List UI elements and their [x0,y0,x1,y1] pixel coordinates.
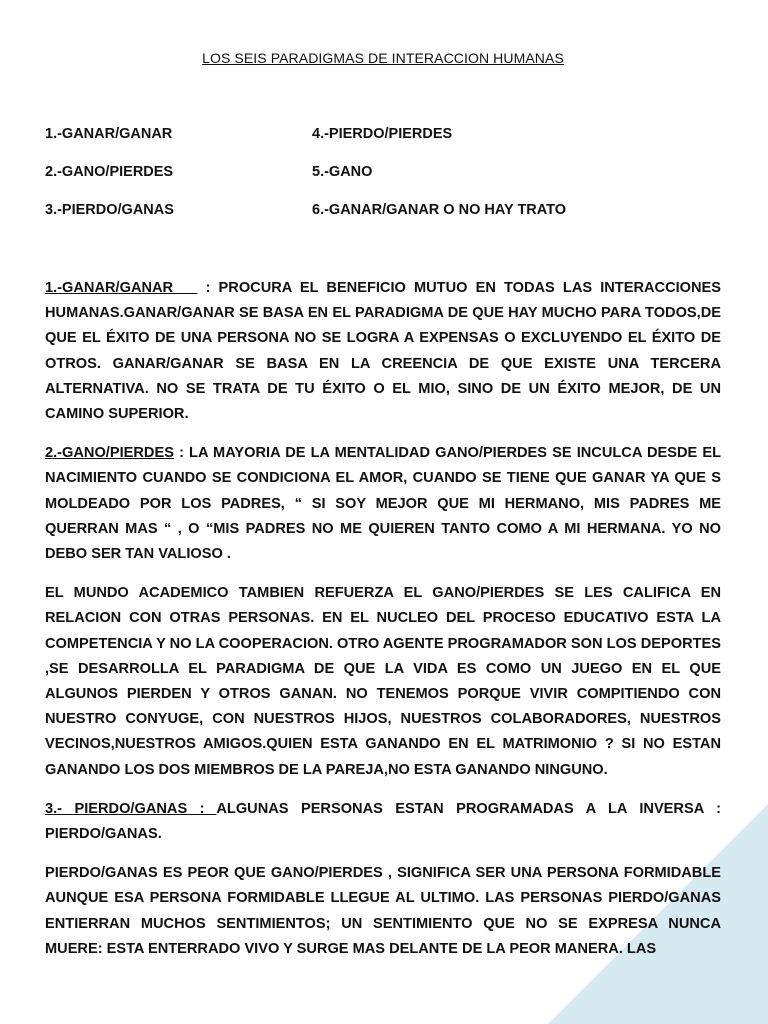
paragraph-heading: 1.-GANAR/GANAR [45,280,198,296]
paradigm-list [45,126,721,240]
list-row [45,202,721,240]
list-item: 4.-PIERDO/PIERDES [312,126,453,142]
paragraph-text: : LA MAYORIA DE LA MENTALIDAD GANO/PIERDES SE INCULCA DESDE EL NACIMIENTO CUANDO SE CONDICIONA EL AMOR, CUANDO SE TIENE QUE GANAR YA QUE S MOLDEADO POR LOS PADRES, “ SI SOY MEJOR QUE MI HERMANO, MIS PADRES ME QUERRAN MAS “ , O “MIS PADRES NO ME QUIEREN TANTO COMO A MI HERMANA. YO NO DEBO SER TAN VALIOSO . [45,445,721,563]
list-item: 2.-GANO/PIERDES [45,164,174,180]
paragraph-heading: 2.-GANO/PIERDES [45,445,174,462]
list-item: 5.-GANO [312,164,373,180]
paragraph-gano-pierdes [45,441,721,567]
document-body [45,276,721,976]
paragraph-text: PIERDO/GANAS ES PEOR QUE GANO/PIERDES , SIGNIFICA SER UNA PERSONA FORMIDABLE AUNQUE ESA PERSONA FORMIDABLE LLEGUE AL ULTIMO. LAS PERSONAS PIERDO/GANAS ENTIERRAN MUCHOS SENTIMIENTOS; UN SENTIMIENTO QUE NO SE EXPRESA NUNCA MUERE: ESTA ENTERRADO VIVO Y SURGE MAS DELANTE DE LA PEOR MANERA. LAS [45,865,721,957]
paragraph-pierdo-ganas [45,797,721,847]
paragraph-text: EL MUNDO ACADEMICO TAMBIEN REFUERZA EL GANO/PIERDES SE LES CALIFICA EN RELACION CON OTRAS PERSONAS. EN EL NUCLEO DEL PROCESO EDUCATIVO ESTA LA COMPETENCIA Y NO LA COOPERACION. OTRO AGENTE PROGRAMADOR SON LOS DEPORTES ,SE DESARROLLA EL PARADIGMA DE QUE LA VIDA ES COMO UN JUEGO EN EL QUE ALGUNOS PIERDEN Y OTROS GANAN. NO TENEMOS PORQUE VIVIR COMPITIENDO CON NUESTRO CONYUGE, CON NUESTROS HIJOS, NUESTROS COLABORADORES, NUESTROS VECINOS,NUESTROS AMIGOS.QUIEN ESTA GANANDO EN EL MATRIMONIO ? SI NO ESTAN GANANDO LOS DOS MIEMBROS DE LA PAREJA,NO ESTA GANANDO NINGUNO. [45,585,721,778]
paragraph-text: ALGUNAS PERSONAS ESTAN PROGRAMADAS A LA INVERSA : PIERDO/GANAS. [45,800,721,843]
paragraph-mundo-academico [45,581,721,783]
document-title: LOS SEIS PARADIGMAS DE INTERACCION HUMANAS [202,50,564,66]
list-item: 1.-GANAR/GANAR [45,126,173,142]
list-row [45,126,721,164]
paragraph-pierdo-ganas-detail [45,861,721,962]
list-row [45,164,721,202]
paragraph-text: : PROCURA EL BENEFICIO MUTUO EN TODAS LAS INTERACCIONES HUMANAS.GANAR/GANAR SE BASA EN EL PARADIGMA DE QUE HAY MUCHO PARA TODOS,DE QUE EL ÉXITO DE UNA PERSONA NO SE LOGRA A EXPENSAS O EXCLUYENDO EL ÉXITO DE OTROS. GANAR/GANAR SE BASA EN LA CREENCIA DE QUE EXISTE UNA TERCERA ALTERNATIVA. NO SE TRATA DE TU ÉXITO O EL MIO, SINO DE UN ÉXITO MEJOR, DE UN CAMINO SUPERIOR. [45,280,722,423]
list-item: 6.-GANAR/GANAR O NO HAY TRATO [312,202,567,218]
list-item: 3.-PIERDO/GANAS [45,202,174,218]
paragraph-ganar-ganar [45,276,721,427]
paragraph-heading: 3.- PIERDO/GANAS : [45,800,217,817]
